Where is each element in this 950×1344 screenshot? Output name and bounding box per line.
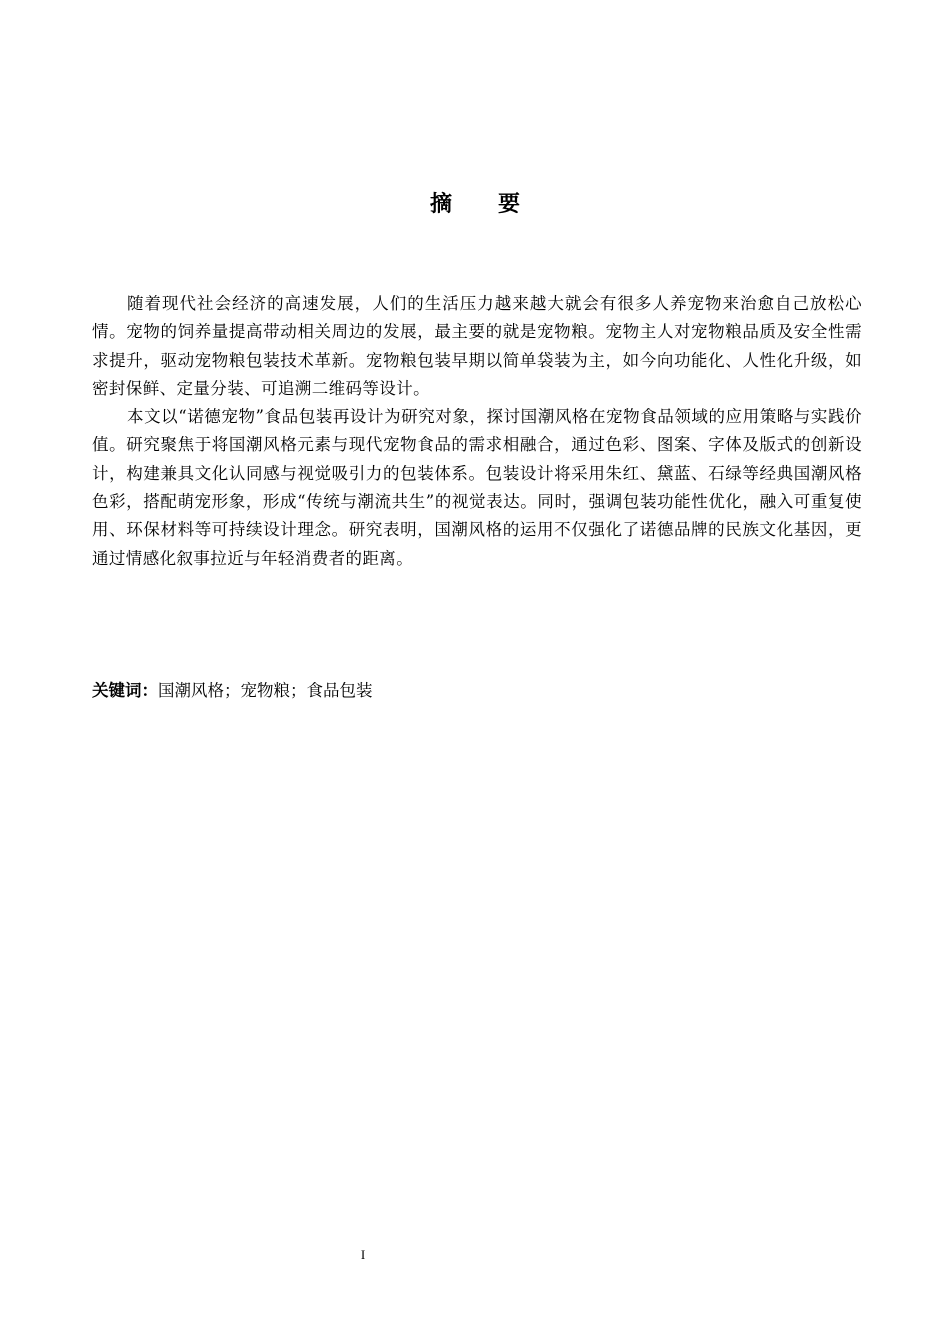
abstract-paragraph-2: 本文以“诺德宠物”食品包装再设计为研究对象，探讨国潮风格在宠物食品领域的应用策略与实践价值。研究聚焦于将国潮风格元素与现代宠物食品的需求相融合，通过色彩、图案、字体及版式的创新设计，构建兼具文化认同感与视觉吸引力的包装体系。包装设计将采用朱红、黛蓝、石绿等经典国潮风格色彩，搭配萌宠形象，形成“传统与潮流共生”的视觉表达。同时，强调包装功能性优化，融入可重复使用、环保材料等可持续设计理念。研究表明，国潮风格的运用不仅强化了诺德品牌的民族文化基因，更通过情感化叙事拉近与年轻消费者的距离。 (92, 407, 862, 568)
abstract-body (92, 290, 862, 573)
keywords-line (92, 677, 862, 705)
abstract-title: 摘要 (429, 192, 566, 217)
keywords-label: 关键词： (92, 681, 158, 700)
page-number: I (360, 1247, 366, 1262)
abstract-paragraph-1: 随着现代社会经济的高速发展，人们的生活压力越来越大就会有很多人养宠物来治愈自己放松心情。宠物的饲养量提高带动相关周边的发展，最主要的就是宠物粮。宠物主人对宠物粮品质及安全性需求提升，驱动宠物粮包装技术革新。宠物粮包装早期以简单袋装为主，如今向功能化、人性化升级，如密封保鲜、定量分装、可追溯二维码等设计。 (92, 294, 862, 398)
keywords-text: 国潮风格；宠物粮；食品包装 (158, 681, 373, 700)
